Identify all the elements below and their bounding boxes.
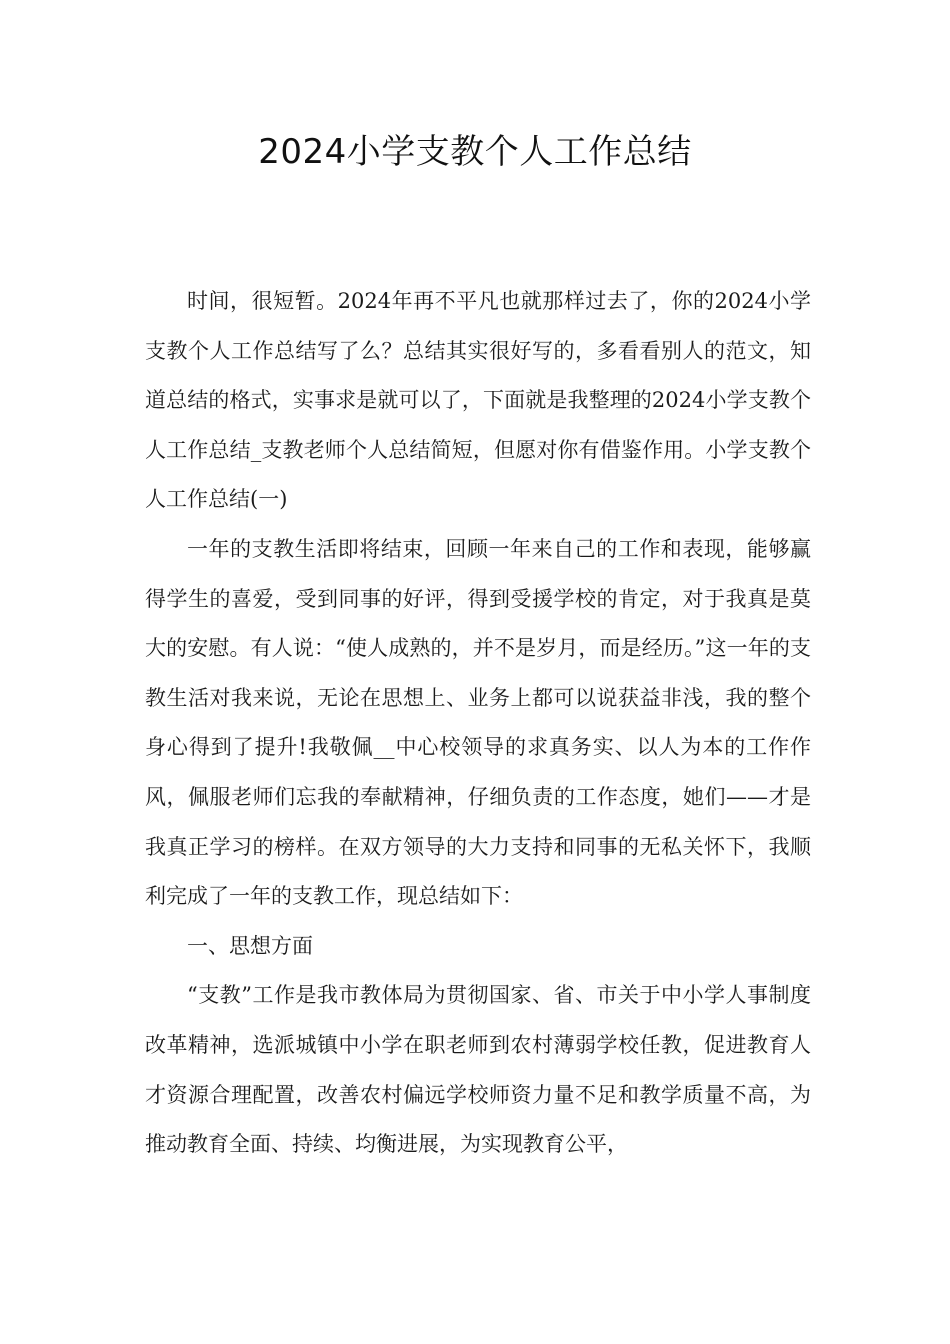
section-heading-thought: 一、思想方面 xyxy=(187,933,313,958)
paragraph-support-teaching: “支教”工作是我市教体局为贯彻国家、省、市关于中小学人事制度改革精神，选派城镇中小学在职老师到农村薄弱学校任教，促进教育人才资源合理配置，改善农村偏远学校师资力量不足和教学质量不高，为推动教育全面、持续、均衡进展，为实现教育公平， xyxy=(145,983,811,1157)
paragraph-intro: 时间，很短暂。2024年再不平凡也就那样过去了，你的2024小学支教个人工作总结写了么？总结其实很好写的，多看看别人的范文，知道总结的格式，实事求是就可以了，下面就是我整理的2024小学支教个人工作总结_支教老师个人总结简短，但愿对你有借鉴作用。小学支教个人工作总结(一) xyxy=(145,289,811,512)
document-title: 2024小学支教个人工作总结 xyxy=(258,132,692,172)
document-body xyxy=(145,277,811,1170)
paragraph-summary: 一年的支教生活即将结束，回顾一年来自己的工作和表现，能够赢得学生的喜爱，受到同事的好评，得到受援学校的肯定，对于我真是莫大的安慰。有人说：“使人成熟的，并不是岁月，而是经历。”这一年的支教生活对我来说，无论在思想上、业务上都可以说获益非浅，我的整个身心得到了提升!我敬佩__中心校领导的求真务实、以人为本的工作作风，佩服老师们忘我的奉献精神，仔细负责的工作态度，她们——才是我真正学习的榜样。在双方领导的大力支持和同事的无私关怀下，我顺利完成了一年的支教工作，现总结如下： xyxy=(145,536,811,909)
